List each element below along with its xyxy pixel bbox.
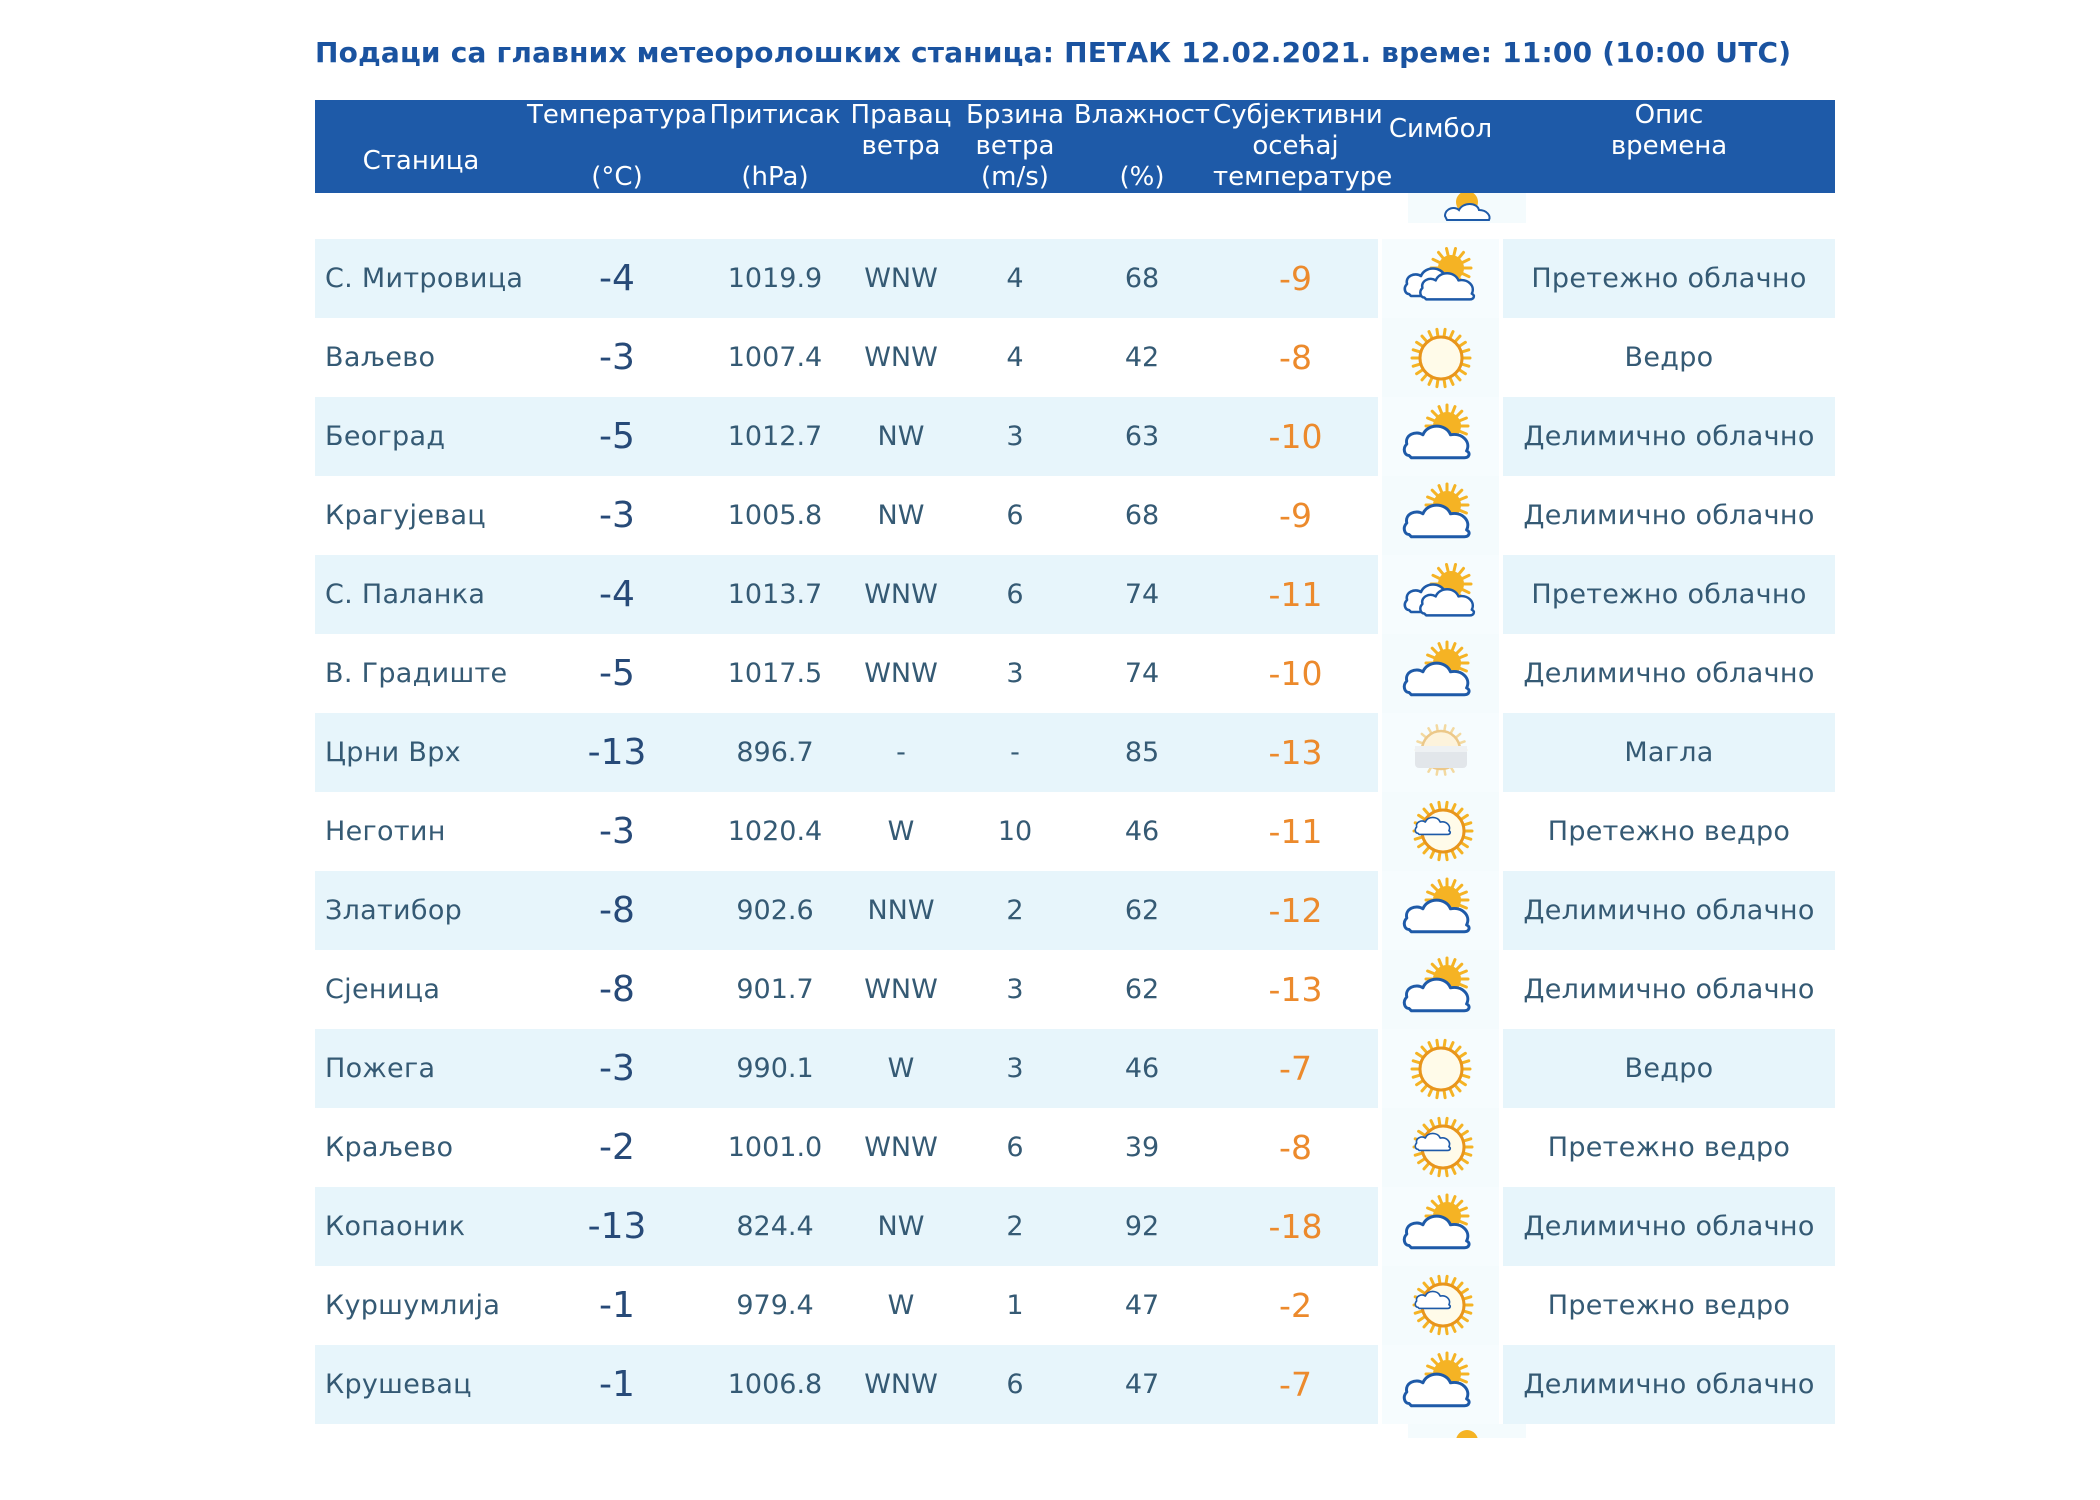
mostly-clear-icon (1378, 1108, 1503, 1187)
pressure-value: 990.1 (736, 1053, 814, 1084)
pressure-value: 1013.7 (727, 579, 823, 610)
station-name: С. Митровица (325, 263, 524, 294)
wind-direction-value: NNW (867, 895, 935, 926)
header-pressure: Притисак (hPa) (709, 100, 841, 192)
header-wind-direction: Правац ветра (850, 100, 952, 161)
humidity-value: 68 (1124, 500, 1160, 531)
wind-speed-value: - (1010, 737, 1020, 768)
weather-description: Претежно облачно (1531, 579, 1807, 610)
weather-description: Делимично облачно (1523, 974, 1815, 1005)
feels-like-value: -7 (1279, 1049, 1312, 1088)
temperature-value: -1 (599, 1285, 635, 1326)
temperature-value: -2 (599, 1127, 635, 1168)
wind-speed-value: 3 (1006, 658, 1024, 689)
temperature-value: -5 (599, 653, 635, 694)
header-feels-like: Субјективни осећај температуре (1213, 100, 1393, 192)
humidity-value: 92 (1124, 1211, 1160, 1242)
wind-direction-value: W (887, 1053, 915, 1084)
feels-like-value: -9 (1279, 496, 1312, 535)
pressure-value: 1007.4 (727, 342, 823, 373)
humidity-value: 62 (1124, 895, 1160, 926)
pressure-value: 1017.5 (727, 658, 823, 689)
station-name: Копаоник (325, 1211, 466, 1242)
temperature-value: -1 (599, 1364, 635, 1405)
wind-speed-value: 3 (1006, 974, 1024, 1005)
station-name: Београд (325, 421, 446, 452)
weather-description: Претежно облачно (1531, 263, 1807, 294)
wind-direction-value: NW (877, 421, 925, 452)
mostly-cloudy-icon (1378, 239, 1503, 318)
humidity-value: 46 (1124, 1053, 1160, 1084)
wind-speed-value: 6 (1006, 1132, 1024, 1163)
fog-icon (1378, 713, 1503, 792)
feels-like-value: -8 (1279, 338, 1312, 377)
wind-speed-value: 3 (1006, 421, 1024, 452)
header-symbol: Симбол (1388, 114, 1493, 144)
table-body (315, 239, 1835, 1424)
table-footer-spacer (315, 1424, 1835, 1438)
station-name: В. Градиште (325, 658, 508, 689)
page-title: Подаци са главних метеоролошких станица: ПЕТАК 12.02.2021. време: 11:00 (10:00 UTC) (315, 36, 1792, 69)
pressure-value: 824.4 (736, 1211, 814, 1242)
wind-direction-value: NW (877, 500, 925, 531)
station-name: Црни Врх (325, 737, 461, 768)
station-name: Златибор (325, 895, 463, 926)
station-name: Куршумлија (325, 1290, 501, 1321)
station-name: С. Паланка (325, 579, 486, 610)
partly-cloudy-icon (1378, 476, 1503, 555)
pressure-value: 1006.8 (727, 1369, 823, 1400)
feels-like-value: -13 (1268, 733, 1323, 772)
header-station: Станица (362, 146, 480, 176)
weather-description: Претежно ведро (1547, 816, 1791, 847)
humidity-value: 85 (1124, 737, 1160, 768)
station-name: Сјеница (325, 974, 441, 1005)
clear-sun-icon (1378, 318, 1503, 397)
wind-direction-value: WNW (864, 263, 938, 294)
partly-cloudy-icon (1408, 193, 1526, 223)
temperature-value: -8 (599, 969, 635, 1010)
weather-description: Делимично облачно (1523, 895, 1815, 926)
wind-speed-value: 3 (1006, 1053, 1024, 1084)
table-row (315, 239, 1835, 318)
table-row (315, 318, 1835, 397)
humidity-value: 74 (1124, 658, 1160, 689)
table-header (315, 100, 1835, 193)
wind-speed-value: 2 (1006, 895, 1024, 926)
weather-table (315, 100, 1835, 1438)
temperature-value: -4 (599, 258, 635, 299)
table-row (315, 555, 1835, 634)
table-row (315, 792, 1835, 871)
wind-speed-value: 6 (1006, 579, 1024, 610)
weather-description: Ведро (1624, 342, 1714, 373)
station-name: Краљево (325, 1132, 454, 1163)
partly-cloudy-icon (1378, 397, 1503, 476)
weather-description: Делимично облачно (1523, 421, 1815, 452)
pressure-value: 1005.8 (727, 500, 823, 531)
station-name: Крушевац (325, 1369, 472, 1400)
humidity-value: 63 (1124, 421, 1160, 452)
table-row (315, 1266, 1835, 1345)
feels-like-value: -2 (1279, 1286, 1312, 1325)
header-description: Опис времена (1610, 100, 1728, 161)
feels-like-value: -10 (1268, 417, 1323, 456)
wind-direction-value: WNW (864, 1369, 938, 1400)
partly-cloudy-icon (1378, 950, 1503, 1029)
weather-description: Магла (1624, 737, 1714, 768)
temperature-value: -3 (599, 337, 635, 378)
pressure-value: 896.7 (736, 737, 814, 768)
pressure-value: 1001.0 (727, 1132, 823, 1163)
wind-direction-value: WNW (864, 579, 938, 610)
wind-speed-value: 10 (997, 816, 1033, 847)
station-name: Крагујевац (325, 500, 486, 531)
humidity-value: 42 (1124, 342, 1160, 373)
pressure-value: 979.4 (736, 1290, 814, 1321)
humidity-value: 68 (1124, 263, 1160, 294)
wind-speed-value: 4 (1006, 263, 1024, 294)
pressure-value: 901.7 (736, 974, 814, 1005)
weather-description: Претежно ведро (1547, 1290, 1791, 1321)
feels-like-value: -10 (1268, 654, 1323, 693)
humidity-value: 46 (1124, 816, 1160, 847)
humidity-value: 62 (1124, 974, 1160, 1005)
clear-sun-icon (1378, 1029, 1503, 1108)
partly-cloudy-icon (1378, 634, 1503, 713)
weather-description: Ведро (1624, 1053, 1714, 1084)
table-row (315, 1029, 1835, 1108)
partly-cloudy-icon (1378, 1345, 1503, 1424)
partly-cloudy-icon (1408, 1424, 1526, 1438)
header-temperature: Температура (°C) (527, 100, 707, 192)
pressure-value: 1020.4 (727, 816, 823, 847)
wind-direction-value: W (887, 816, 915, 847)
wind-direction-value: W (887, 1290, 915, 1321)
feels-like-value: -12 (1268, 891, 1323, 930)
feels-like-value: -11 (1268, 575, 1323, 614)
mostly-clear-icon (1378, 1266, 1503, 1345)
partly-cloudy-icon (1378, 1187, 1503, 1266)
weather-description: Делимично облачно (1523, 1369, 1815, 1400)
table-spacer (315, 193, 1835, 239)
humidity-value: 47 (1124, 1369, 1160, 1400)
humidity-value: 74 (1124, 579, 1160, 610)
pressure-value: 1012.7 (727, 421, 823, 452)
mostly-clear-icon (1378, 792, 1503, 871)
table-row (315, 397, 1835, 476)
pressure-value: 1019.9 (727, 263, 823, 294)
table-row (315, 1108, 1835, 1187)
table-row (315, 950, 1835, 1029)
weather-description: Делимично облачно (1523, 658, 1815, 689)
temperature-value: -3 (599, 811, 635, 852)
temperature-value: -3 (599, 1048, 635, 1089)
pressure-value: 902.6 (736, 895, 814, 926)
temperature-value: -13 (587, 1206, 647, 1247)
wind-direction-value: NW (877, 1211, 925, 1242)
wind-direction-value: WNW (864, 658, 938, 689)
table-row (315, 1345, 1835, 1424)
feels-like-value: -8 (1279, 1128, 1312, 1167)
weather-description: Претежно ведро (1547, 1132, 1791, 1163)
humidity-value: 39 (1124, 1132, 1160, 1163)
temperature-value: -4 (599, 574, 635, 615)
humidity-value: 47 (1124, 1290, 1160, 1321)
feels-like-value: -9 (1279, 259, 1312, 298)
station-name: Пожега (325, 1053, 436, 1084)
table-row (315, 476, 1835, 555)
feels-like-value: -11 (1268, 812, 1323, 851)
wind-speed-value: 6 (1006, 1369, 1024, 1400)
temperature-value: -3 (599, 495, 635, 536)
weather-description: Делимично облачно (1523, 500, 1815, 531)
weather-description: Делимично облачно (1523, 1211, 1815, 1242)
station-name: Ваљево (325, 342, 436, 373)
wind-speed-value: 2 (1006, 1211, 1024, 1242)
table-row (315, 634, 1835, 713)
table-row (315, 871, 1835, 950)
temperature-value: -5 (599, 416, 635, 457)
wind-speed-value: 6 (1006, 500, 1024, 531)
temperature-value: -8 (599, 890, 635, 931)
wind-direction-value: WNW (864, 974, 938, 1005)
wind-direction-value: WNW (864, 1132, 938, 1163)
wind-speed-value: 1 (1006, 1290, 1024, 1321)
partly-cloudy-icon (1378, 871, 1503, 950)
wind-direction-value: - (896, 737, 906, 768)
mostly-cloudy-icon (1378, 555, 1503, 634)
table-row (315, 1187, 1835, 1266)
feels-like-value: -7 (1279, 1365, 1312, 1404)
wind-speed-value: 4 (1006, 342, 1024, 373)
feels-like-value: -13 (1268, 970, 1323, 1009)
temperature-value: -13 (587, 732, 647, 773)
table-row (315, 713, 1835, 792)
wind-direction-value: WNW (864, 342, 938, 373)
header-wind-speed: Брзина ветра (m/s) (966, 100, 1064, 192)
header-humidity: Влажност (%) (1073, 100, 1211, 192)
station-name: Неготин (325, 816, 446, 847)
feels-like-value: -18 (1268, 1207, 1323, 1246)
